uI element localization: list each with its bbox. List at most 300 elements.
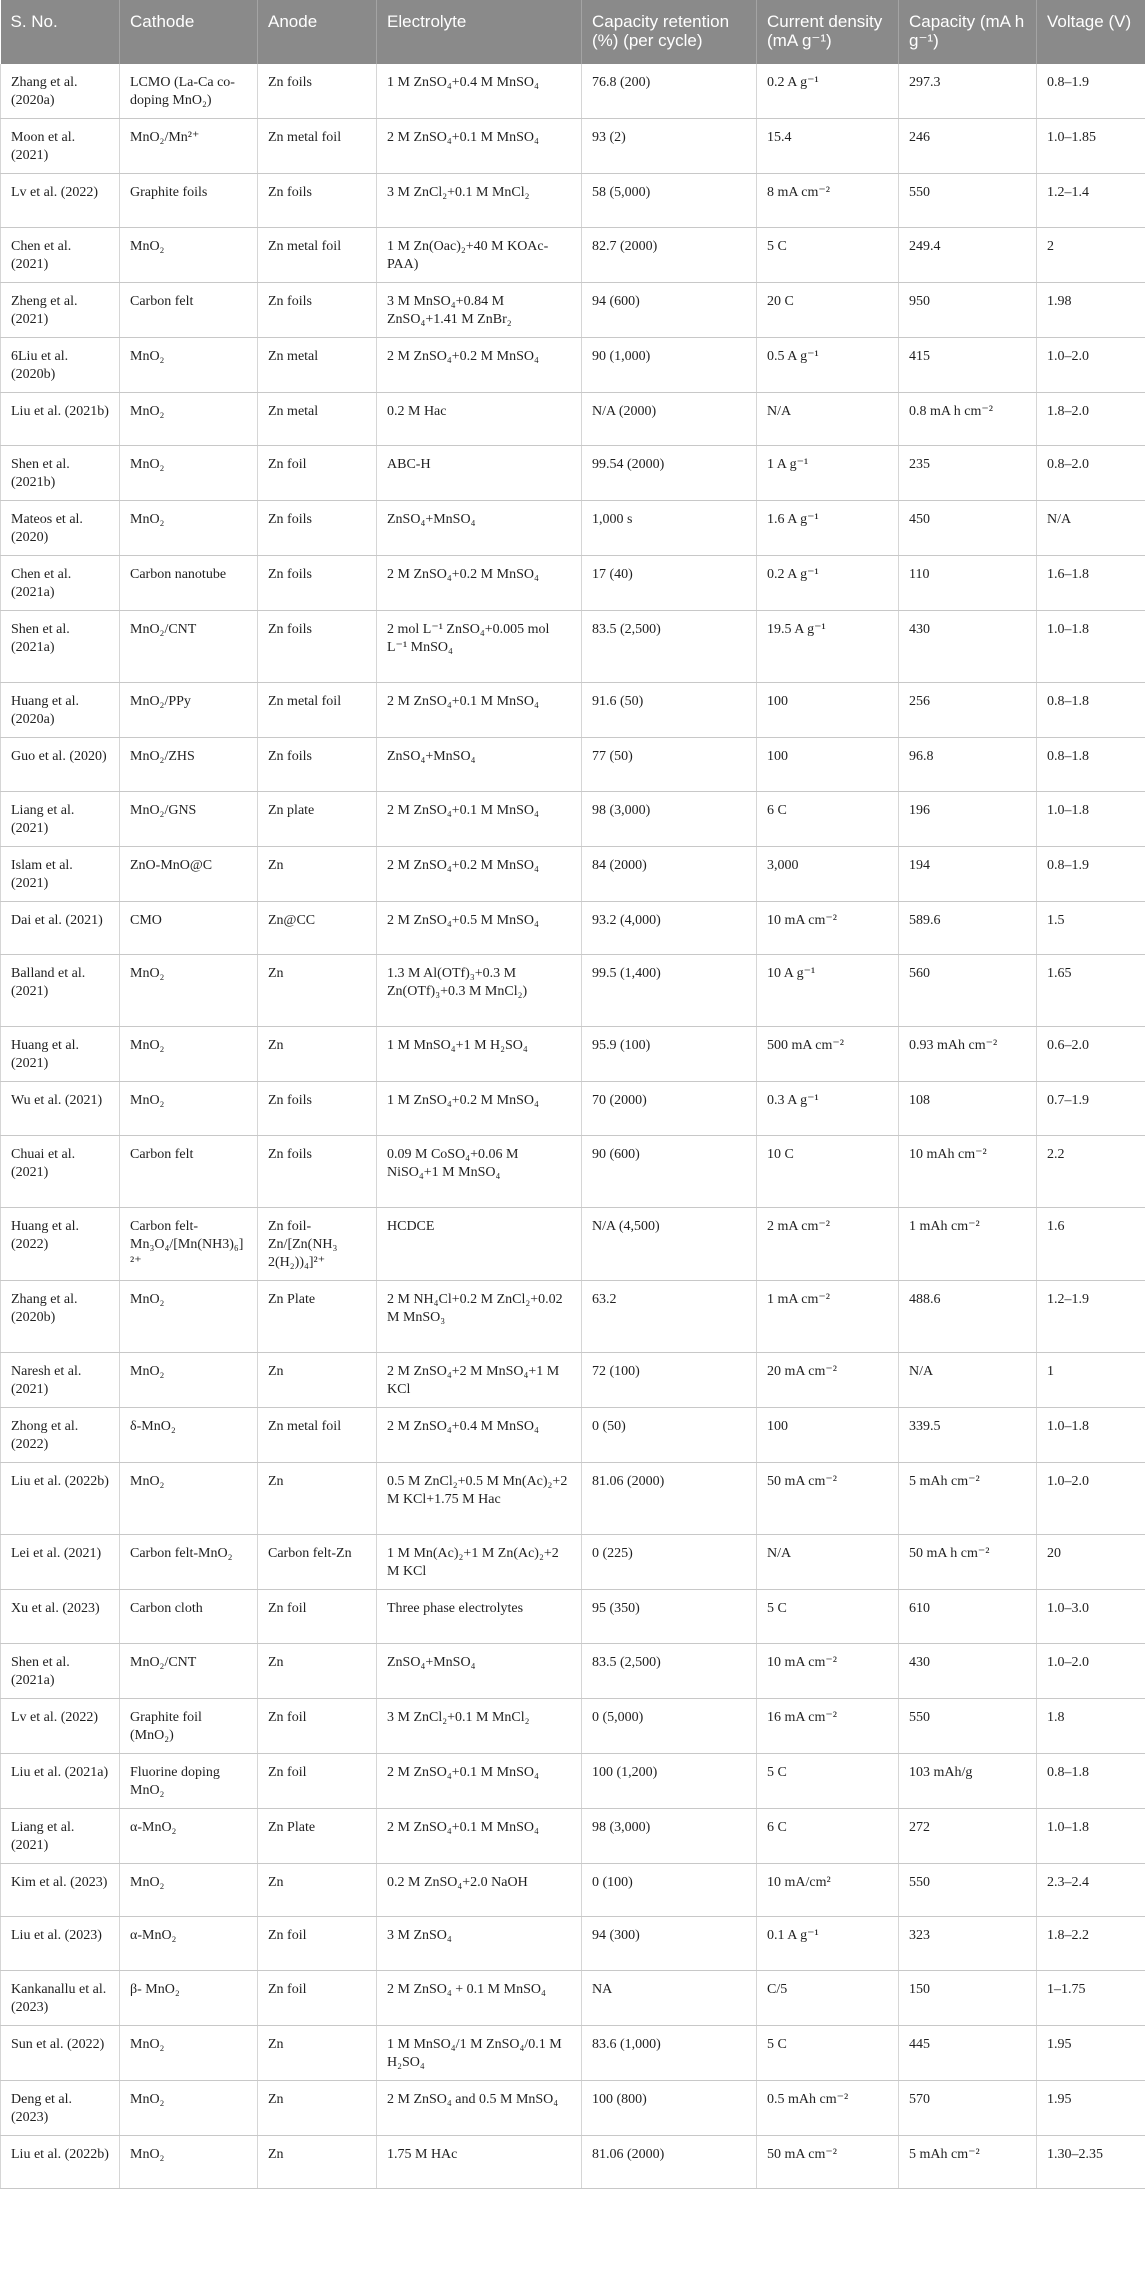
cell-sno: Zheng et al. (2021) xyxy=(1,282,120,337)
cell-current-density: 500 mA cm⁻² xyxy=(757,1027,899,1082)
cell-electrolyte: 1 M MnSO₄+1 M H₂SO₄ xyxy=(377,1027,582,1082)
cell-electrolyte: 1 M MnSO₄/1 M ZnSO₄/0.1 M H₂SO₄ xyxy=(377,2025,582,2080)
table-body xyxy=(1,64,1145,2189)
cell-anode: Zn foil xyxy=(258,1917,377,1971)
cell-voltage: 1.0–2.0 xyxy=(1037,1643,1145,1698)
table-row xyxy=(1,282,1145,337)
table-row xyxy=(1,446,1145,501)
cell-capacity-retention: 0 (5,000) xyxy=(582,1698,757,1753)
cell-current-density: C/5 xyxy=(757,1970,899,2025)
cell-current-density: 0.5 mAh cm⁻² xyxy=(757,2080,899,2135)
cell-current-density: 10 C xyxy=(757,1135,899,1207)
table-row xyxy=(1,1135,1145,1207)
cell-capacity-retention: 83.6 (1,000) xyxy=(582,2025,757,2080)
cell-anode: Zn@CC xyxy=(258,901,377,955)
cell-capacity: 550 xyxy=(899,1863,1037,1917)
cell-electrolyte: ZnSO₄+MnSO₄ xyxy=(377,1643,582,1698)
cell-capacity: 194 xyxy=(899,846,1037,901)
cell-sno: Deng et al. (2023) xyxy=(1,2080,120,2135)
cell-capacity-retention: 84 (2000) xyxy=(582,846,757,901)
cell-capacity: 570 xyxy=(899,2080,1037,2135)
cell-current-density: 20 C xyxy=(757,282,899,337)
table-row xyxy=(1,1534,1145,1589)
cell-current-density: 5 C xyxy=(757,227,899,282)
cell-capacity-retention: N/A (4,500) xyxy=(582,1207,757,1280)
cell-current-density: 0.2 A g⁻¹ xyxy=(757,64,899,119)
cell-capacity: 246 xyxy=(899,119,1037,174)
cell-capacity-retention: 83.5 (2,500) xyxy=(582,611,757,683)
cell-capacity-retention: NA xyxy=(582,1970,757,2025)
cell-electrolyte: 2 M ZnSO₄ + 0.1 M MnSO₄ xyxy=(377,1970,582,2025)
cell-electrolyte: 0.2 M Hac xyxy=(377,392,582,446)
cell-current-density: 10 mA cm⁻² xyxy=(757,1643,899,1698)
cell-capacity-retention: 0 (225) xyxy=(582,1534,757,1589)
cell-capacity-retention: 72 (100) xyxy=(582,1352,757,1407)
cell-cathode: MnO₂ xyxy=(120,1027,258,1082)
cell-electrolyte: 2 M ZnSO₄+0.1 M MnSO₄ xyxy=(377,791,582,846)
cell-sno: Huang et al. (2022) xyxy=(1,1207,120,1280)
cell-sno: Balland et al. (2021) xyxy=(1,955,120,1027)
cell-current-density: 10 mA/cm² xyxy=(757,1863,899,1917)
cell-sno: Zhong et al. (2022) xyxy=(1,1407,120,1462)
header-voltage: Voltage (V) xyxy=(1037,0,1145,64)
cell-electrolyte: 2 M ZnSO₄+0.1 M MnSO₄ xyxy=(377,683,582,738)
cell-voltage: 2.3–2.4 xyxy=(1037,1863,1145,1917)
cell-sno: Naresh et al. (2021) xyxy=(1,1352,120,1407)
table-row xyxy=(1,1207,1145,1280)
cell-sno: Mateos et al. (2020) xyxy=(1,501,120,556)
cell-electrolyte: 3 M MnSO₄+0.84 M ZnSO₄+1.41 M ZnBr₂ xyxy=(377,282,582,337)
cell-current-density: 0.3 A g⁻¹ xyxy=(757,1082,899,1136)
cell-electrolyte: 1 M Zn(Oac)₂+40 M KOAc-PAA) xyxy=(377,227,582,282)
cell-capacity-retention: 17 (40) xyxy=(582,556,757,611)
cell-anode: Zn Plate xyxy=(258,1808,377,1863)
cell-capacity-retention: 81.06 (2000) xyxy=(582,2135,757,2189)
cell-anode: Zn xyxy=(258,1027,377,1082)
cell-current-density: 0.5 A g⁻¹ xyxy=(757,337,899,392)
cell-capacity: 450 xyxy=(899,501,1037,556)
cell-sno: Moon et al. (2021) xyxy=(1,119,120,174)
cell-capacity: 235 xyxy=(899,446,1037,501)
table-row xyxy=(1,392,1145,446)
cell-capacity-retention: 100 (800) xyxy=(582,2080,757,2135)
cell-current-density: N/A xyxy=(757,392,899,446)
cell-voltage: 0.8–1.8 xyxy=(1037,683,1145,738)
cell-anode: Zn Plate xyxy=(258,1280,377,1352)
table-row xyxy=(1,1698,1145,1753)
cell-capacity-retention: 98 (3,000) xyxy=(582,791,757,846)
cell-current-density: N/A xyxy=(757,1534,899,1589)
cell-capacity: 488.6 xyxy=(899,1280,1037,1352)
cell-capacity: 196 xyxy=(899,791,1037,846)
cell-current-density: 100 xyxy=(757,683,899,738)
cell-cathode: MnO₂/ZHS xyxy=(120,738,258,792)
cell-capacity-retention: 91.6 (50) xyxy=(582,683,757,738)
cell-anode: Zn foil xyxy=(258,1589,377,1643)
cell-anode: Zn foil-Zn/[Zn(NH₃ 2(H₂))₄]²⁺ xyxy=(258,1207,377,1280)
cell-anode: Zn foils xyxy=(258,611,377,683)
cell-voltage: 1.0–2.0 xyxy=(1037,337,1145,392)
cell-capacity: 430 xyxy=(899,611,1037,683)
cell-sno: Liang et al. (2021) xyxy=(1,791,120,846)
cell-anode: Zn xyxy=(258,1462,377,1534)
cell-anode: Zn foils xyxy=(258,738,377,792)
cell-electrolyte: 1.3 M Al(OTf)₃+0.3 M Zn(OTf)₃+0.3 M MnCl₂) xyxy=(377,955,582,1027)
cell-current-density: 0.1 A g⁻¹ xyxy=(757,1917,899,1971)
cell-voltage: 1.5 xyxy=(1037,901,1145,955)
cell-anode: Zn xyxy=(258,955,377,1027)
cell-capacity-retention: 93.2 (4,000) xyxy=(582,901,757,955)
cell-electrolyte: HCDCE xyxy=(377,1207,582,1280)
cell-electrolyte: 2 M NH₄Cl+0.2 M ZnCl₂+0.02 M MnSO₃ xyxy=(377,1280,582,1352)
cell-capacity: 323 xyxy=(899,1917,1037,1971)
cell-electrolyte: 1 M ZnSO₄+0.4 M MnSO₄ xyxy=(377,64,582,119)
cell-electrolyte: 0.2 M ZnSO₄+2.0 NaOH xyxy=(377,1863,582,1917)
cell-voltage: 1.2–1.9 xyxy=(1037,1280,1145,1352)
cell-current-density: 15.4 xyxy=(757,119,899,174)
cell-electrolyte: 1 M Mn(Ac)₂+1 M Zn(Ac)₂+2 M KCl xyxy=(377,1534,582,1589)
cell-capacity-retention: 77 (50) xyxy=(582,738,757,792)
cell-capacity-retention: 81.06 (2000) xyxy=(582,1462,757,1534)
table-row xyxy=(1,1589,1145,1643)
table-row xyxy=(1,1808,1145,1863)
cell-electrolyte: 1.75 M HAc xyxy=(377,2135,582,2189)
cell-current-density: 6 C xyxy=(757,791,899,846)
cell-electrolyte: 3 M ZnCl₂+0.1 M MnCl₂ xyxy=(377,1698,582,1753)
cell-anode: Zn foils xyxy=(258,282,377,337)
cell-cathode: MnO₂ xyxy=(120,227,258,282)
cell-capacity: 445 xyxy=(899,2025,1037,2080)
table-row xyxy=(1,2025,1145,2080)
cell-anode: Zn xyxy=(258,1643,377,1698)
cell-voltage: 0.7–1.9 xyxy=(1037,1082,1145,1136)
cell-cathode: Carbon felt xyxy=(120,282,258,337)
table-row xyxy=(1,1917,1145,1971)
cell-cathode: Carbon felt xyxy=(120,1135,258,1207)
cell-voltage: 2 xyxy=(1037,227,1145,282)
cell-cathode: Fluorine doping MnO₂ xyxy=(120,1753,258,1808)
cell-capacity: 103 mAh/g xyxy=(899,1753,1037,1808)
table-header-row xyxy=(1,0,1145,64)
cell-current-density: 1 A g⁻¹ xyxy=(757,446,899,501)
cell-cathode: Carbon nanotube xyxy=(120,556,258,611)
cell-cathode: MnO₂/Mn²⁺ xyxy=(120,119,258,174)
cell-cathode: MnO₂ xyxy=(120,337,258,392)
cell-capacity-retention: 82.7 (2000) xyxy=(582,227,757,282)
table-row xyxy=(1,1280,1145,1352)
cell-electrolyte: 2 M ZnSO₄+0.2 M MnSO₄ xyxy=(377,846,582,901)
cell-cathode: MnO₂ xyxy=(120,446,258,501)
cell-anode: Zn xyxy=(258,846,377,901)
cell-capacity: 108 xyxy=(899,1082,1037,1136)
cell-electrolyte: 2 M ZnSO₄+2 M MnSO₄+1 M KCl xyxy=(377,1352,582,1407)
cell-cathode: MnO₂ xyxy=(120,1082,258,1136)
table-row xyxy=(1,1462,1145,1534)
cell-voltage: 0.8–1.9 xyxy=(1037,846,1145,901)
cell-sno: Dai et al. (2021) xyxy=(1,901,120,955)
cell-cathode: LCMO (La-Ca co-doping MnO₂) xyxy=(120,64,258,119)
cell-sno: Zhang et al. (2020a) xyxy=(1,64,120,119)
cell-anode: Zn xyxy=(258,1863,377,1917)
header-anode: Anode xyxy=(258,0,377,64)
cell-capacity: 950 xyxy=(899,282,1037,337)
cell-voltage: 1.0–1.85 xyxy=(1037,119,1145,174)
cell-cathode: CMO xyxy=(120,901,258,955)
cell-current-density: 10 A g⁻¹ xyxy=(757,955,899,1027)
cell-sno: Lv et al. (2022) xyxy=(1,174,120,228)
cell-cathode: MnO₂ xyxy=(120,1462,258,1534)
cell-sno: Wu et al. (2021) xyxy=(1,1082,120,1136)
cell-capacity: 415 xyxy=(899,337,1037,392)
cell-anode: Zn foil xyxy=(258,1970,377,2025)
table-row xyxy=(1,1863,1145,1917)
cell-capacity: 150 xyxy=(899,1970,1037,2025)
cell-capacity-retention: 98 (3,000) xyxy=(582,1808,757,1863)
cell-sno: Lei et al. (2021) xyxy=(1,1534,120,1589)
cell-capacity: 560 xyxy=(899,955,1037,1027)
cell-capacity: 5 mAh cm⁻² xyxy=(899,1462,1037,1534)
table-row xyxy=(1,337,1145,392)
cell-voltage: 1.98 xyxy=(1037,282,1145,337)
cell-sno: Lv et al. (2022) xyxy=(1,1698,120,1753)
cell-cathode: MnO₂/CNT xyxy=(120,1643,258,1698)
cell-cathode: Carbon felt-MnO₂ xyxy=(120,1534,258,1589)
table-row xyxy=(1,227,1145,282)
cell-capacity-retention: 100 (1,200) xyxy=(582,1753,757,1808)
cell-anode: Zn foils xyxy=(258,556,377,611)
cell-electrolyte: Three phase electrolytes xyxy=(377,1589,582,1643)
cell-current-density: 5 C xyxy=(757,2025,899,2080)
cell-capacity: 1 mAh cm⁻² xyxy=(899,1207,1037,1280)
cell-capacity-retention: 94 (600) xyxy=(582,282,757,337)
table-row xyxy=(1,1970,1145,2025)
table-row xyxy=(1,64,1145,119)
cell-cathode: MnO₂ xyxy=(120,392,258,446)
cell-capacity: 256 xyxy=(899,683,1037,738)
table-row xyxy=(1,611,1145,683)
cell-anode: Zn xyxy=(258,1352,377,1407)
cell-electrolyte: 2 M ZnSO₄+0.5 M MnSO₄ xyxy=(377,901,582,955)
cell-capacity: 272 xyxy=(899,1808,1037,1863)
cell-capacity: 430 xyxy=(899,1643,1037,1698)
cell-electrolyte: ZnSO₄+MnSO₄ xyxy=(377,501,582,556)
cell-voltage: 1.0–1.8 xyxy=(1037,1407,1145,1462)
cell-electrolyte: 1 M ZnSO₄+0.2 M MnSO₄ xyxy=(377,1082,582,1136)
cell-capacity: 10 mAh cm⁻² xyxy=(899,1135,1037,1207)
cell-cathode: Carbon felt-Mn₃O₄/[Mn(NH3)₆]²⁺ xyxy=(120,1207,258,1280)
cell-cathode: ZnO-MnO@C xyxy=(120,846,258,901)
cell-electrolyte: 2 M ZnSO₄+0.2 M MnSO₄ xyxy=(377,556,582,611)
header-capacity: Capacity (mA h g⁻¹) xyxy=(899,0,1037,64)
cell-current-density: 6 C xyxy=(757,1808,899,1863)
cell-capacity-retention: 83.5 (2,500) xyxy=(582,1643,757,1698)
cell-sno: Liu et al. (2022b) xyxy=(1,1462,120,1534)
cell-cathode: Carbon cloth xyxy=(120,1589,258,1643)
cell-electrolyte: 2 M ZnSO₄+0.1 M MnSO₄ xyxy=(377,1808,582,1863)
cell-electrolyte: 2 M ZnSO₄+0.4 M MnSO₄ xyxy=(377,1407,582,1462)
cell-electrolyte: 2 mol L⁻¹ ZnSO₄+0.005 mol L⁻¹ MnSO₄ xyxy=(377,611,582,683)
cell-sno: Huang et al. (2020a) xyxy=(1,683,120,738)
cell-anode: Zn metal foil xyxy=(258,683,377,738)
cell-cathode: MnO₂/PPy xyxy=(120,683,258,738)
cell-capacity: 5 mAh cm⁻² xyxy=(899,2135,1037,2189)
table-row xyxy=(1,1643,1145,1698)
cell-anode: Zn metal foil xyxy=(258,119,377,174)
cell-current-density: 50 mA cm⁻² xyxy=(757,1462,899,1534)
table-row xyxy=(1,791,1145,846)
cell-cathode: MnO₂ xyxy=(120,955,258,1027)
cell-sno: Shen et al. (2021b) xyxy=(1,446,120,501)
cell-capacity-retention: 63.2 xyxy=(582,1280,757,1352)
cell-sno: Liu et al. (2022b) xyxy=(1,2135,120,2189)
cell-electrolyte: 3 M ZnCl₂+0.1 M MnCl₂ xyxy=(377,174,582,228)
cell-voltage: 1.8–2.0 xyxy=(1037,392,1145,446)
cell-cathode: Graphite foils xyxy=(120,174,258,228)
cell-anode: Zn xyxy=(258,2025,377,2080)
cell-voltage: 1.65 xyxy=(1037,955,1145,1027)
cell-voltage: 0.8–1.8 xyxy=(1037,1753,1145,1808)
table-row xyxy=(1,1753,1145,1808)
cell-sno: Xu et al. (2023) xyxy=(1,1589,120,1643)
cell-cathode: α-MnO₂ xyxy=(120,1808,258,1863)
cell-cathode: MnO₂ xyxy=(120,2135,258,2189)
cell-voltage: 1.8–2.2 xyxy=(1037,1917,1145,1971)
cell-anode: Zn xyxy=(258,2080,377,2135)
cell-electrolyte: 2 M ZnSO₄+0.1 M MnSO₄ xyxy=(377,119,582,174)
cell-anode: Zn foils xyxy=(258,501,377,556)
cell-sno: Shen et al. (2021a) xyxy=(1,1643,120,1698)
cell-anode: Zn plate xyxy=(258,791,377,846)
cell-voltage: 1.0–1.8 xyxy=(1037,611,1145,683)
cell-voltage: 1.0–1.8 xyxy=(1037,1808,1145,1863)
table-row xyxy=(1,2080,1145,2135)
cell-voltage: 1 xyxy=(1037,1352,1145,1407)
cell-electrolyte: 2 M ZnSO₄+0.2 M MnSO₄ xyxy=(377,337,582,392)
cell-sno: Kankanallu et al. (2023) xyxy=(1,1970,120,2025)
cell-current-density: 1.6 A g⁻¹ xyxy=(757,501,899,556)
table-row xyxy=(1,501,1145,556)
cell-current-density: 100 xyxy=(757,738,899,792)
cell-current-density: 10 mA cm⁻² xyxy=(757,901,899,955)
cell-capacity-retention: 99.5 (1,400) xyxy=(582,955,757,1027)
cell-sno: Sun et al. (2022) xyxy=(1,2025,120,2080)
cell-voltage: 1.0–2.0 xyxy=(1037,1462,1145,1534)
cell-voltage: N/A xyxy=(1037,501,1145,556)
cell-anode: Zn xyxy=(258,2135,377,2189)
table-row xyxy=(1,738,1145,792)
cell-capacity: 550 xyxy=(899,1698,1037,1753)
cell-current-density: 19.5 A g⁻¹ xyxy=(757,611,899,683)
cell-capacity: 249.4 xyxy=(899,227,1037,282)
cell-anode: Zn metal foil xyxy=(258,227,377,282)
cell-current-density: 20 mA cm⁻² xyxy=(757,1352,899,1407)
table-row xyxy=(1,556,1145,611)
cell-current-density: 0.2 A g⁻¹ xyxy=(757,556,899,611)
cell-current-density: 50 mA cm⁻² xyxy=(757,2135,899,2189)
cell-cathode: MnO₂ xyxy=(120,1280,258,1352)
cell-sno: Chen et al. (2021) xyxy=(1,227,120,282)
cell-voltage: 0.8–1.8 xyxy=(1037,738,1145,792)
cell-capacity-retention: 76.8 (200) xyxy=(582,64,757,119)
cell-voltage: 0.8–1.9 xyxy=(1037,64,1145,119)
cell-voltage: 0.8–2.0 xyxy=(1037,446,1145,501)
cell-capacity-retention: 90 (600) xyxy=(582,1135,757,1207)
cell-electrolyte: ZnSO₄+MnSO₄ xyxy=(377,738,582,792)
cell-capacity: 0.93 mAh cm⁻² xyxy=(899,1027,1037,1082)
table-row xyxy=(1,119,1145,174)
cell-sno: Zhang et al. (2020b) xyxy=(1,1280,120,1352)
cell-cathode: MnO₂/CNT xyxy=(120,611,258,683)
cell-anode: Zn metal xyxy=(258,337,377,392)
cell-capacity-retention: 58 (5,000) xyxy=(582,174,757,228)
cell-capacity-retention: 90 (1,000) xyxy=(582,337,757,392)
cell-anode: Carbon felt-Zn xyxy=(258,1534,377,1589)
cell-cathode: α-MnO₂ xyxy=(120,1917,258,1971)
cell-capacity: 550 xyxy=(899,174,1037,228)
cell-sno: Liang et al. (2021) xyxy=(1,1808,120,1863)
cell-cathode: β- MnO₂ xyxy=(120,1970,258,2025)
cell-sno: Islam et al. (2021) xyxy=(1,846,120,901)
cell-anode: Zn metal xyxy=(258,392,377,446)
cell-capacity: 110 xyxy=(899,556,1037,611)
cell-current-density: 8 mA cm⁻² xyxy=(757,174,899,228)
table-row xyxy=(1,901,1145,955)
cell-cathode: Graphite foil (MnO₂) xyxy=(120,1698,258,1753)
table-row xyxy=(1,1352,1145,1407)
header-cathode: Cathode xyxy=(120,0,258,64)
cell-electrolyte: 0.09 M CoSO₄+0.06 M NiSO₄+1 M MnSO₄ xyxy=(377,1135,582,1207)
cell-cathode: MnO₂ xyxy=(120,2025,258,2080)
cell-capacity-retention: 70 (2000) xyxy=(582,1082,757,1136)
header-electrolyte: Electrolyte xyxy=(377,0,582,64)
cell-current-density: 3,000 xyxy=(757,846,899,901)
cell-voltage: 1.95 xyxy=(1037,2080,1145,2135)
cell-capacity: 610 xyxy=(899,1589,1037,1643)
cell-voltage: 1.0–3.0 xyxy=(1037,1589,1145,1643)
cell-capacity-retention: 1,000 s xyxy=(582,501,757,556)
cell-current-density: 1 mA cm⁻² xyxy=(757,1280,899,1352)
cell-voltage: 2.2 xyxy=(1037,1135,1145,1207)
cell-cathode: MnO₂/GNS xyxy=(120,791,258,846)
cell-sno: Liu et al. (2023) xyxy=(1,1917,120,1971)
cell-anode: Zn metal foil xyxy=(258,1407,377,1462)
cell-capacity-retention: N/A (2000) xyxy=(582,392,757,446)
cell-capacity: 589.6 xyxy=(899,901,1037,955)
cell-capacity-retention: 0 (100) xyxy=(582,1863,757,1917)
cell-current-density: 16 mA cm⁻² xyxy=(757,1698,899,1753)
cell-cathode: δ-MnO₂ xyxy=(120,1407,258,1462)
table-row xyxy=(1,1407,1145,1462)
cell-capacity-retention: 95 (350) xyxy=(582,1589,757,1643)
cell-capacity: 339.5 xyxy=(899,1407,1037,1462)
cell-anode: Zn foils xyxy=(258,1135,377,1207)
cell-capacity: 96.8 xyxy=(899,738,1037,792)
cell-voltage: 1.6–1.8 xyxy=(1037,556,1145,611)
cell-cathode: MnO₂ xyxy=(120,1863,258,1917)
cell-voltage: 1.6 xyxy=(1037,1207,1145,1280)
cell-voltage: 1–1.75 xyxy=(1037,1970,1145,2025)
cell-voltage: 1.2–1.4 xyxy=(1037,174,1145,228)
cell-anode: Zn foil xyxy=(258,446,377,501)
cell-electrolyte: ABC-H xyxy=(377,446,582,501)
cell-cathode: MnO₂ xyxy=(120,2080,258,2135)
cell-anode: Zn foils xyxy=(258,174,377,228)
header-sno: S. No. xyxy=(1,0,120,64)
table-row xyxy=(1,1027,1145,1082)
cell-sno: Chen et al. (2021a) xyxy=(1,556,120,611)
cell-capacity-retention: 95.9 (100) xyxy=(582,1027,757,1082)
cell-electrolyte: 2 M ZnSO₄+0.1 M MnSO₄ xyxy=(377,1753,582,1808)
